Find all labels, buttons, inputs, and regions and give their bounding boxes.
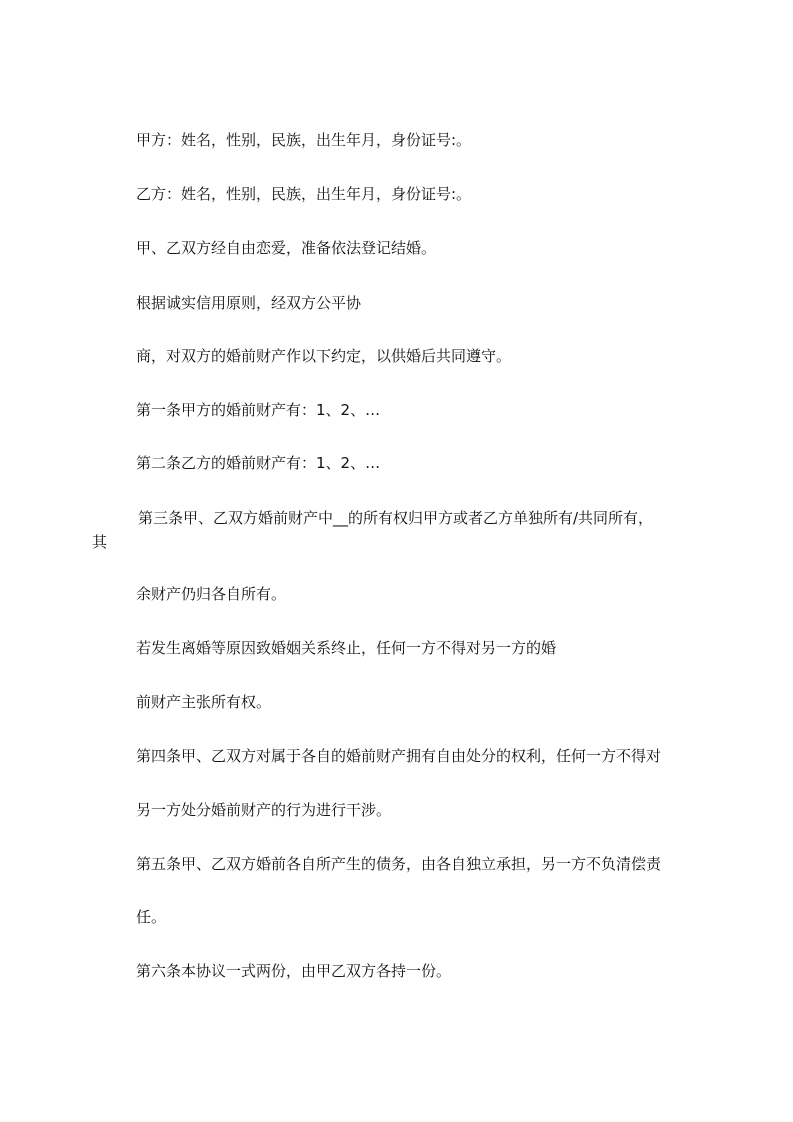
article-5-line: 第五条甲、乙双方婚前各自所产生的债务，由各自独立承担，另一方不负清偿责 bbox=[136, 855, 662, 873]
article-4-continued-line: 另一方处分婚前财产的行为进行干涉。 bbox=[136, 801, 392, 819]
article-6-line: 第六条本协议一式两份，由甲乙双方各持一份。 bbox=[136, 962, 452, 980]
article-5-continued-line: 任。 bbox=[136, 908, 167, 926]
agreement-line: 商，对双方的婚前财产作以下约定，以供婚后共同遵守。 bbox=[136, 347, 512, 365]
article-3-line: 第三条甲、乙双方婚前财产中__的所有权归甲方或者乙方单独所有/共同所有， bbox=[138, 509, 654, 527]
party-b-line: 乙方：姓名，性别，民族，出生年月，身份证号:。 bbox=[136, 185, 472, 203]
party-a-line: 甲方：姓名，性别，民族，出生年月，身份证号:。 bbox=[136, 131, 472, 149]
intro-line: 甲、乙双方经自由恋爱，准备依法登记结婚。 bbox=[136, 239, 437, 257]
article-2-line: 第二条乙方的婚前财产有：1、2、… bbox=[136, 454, 381, 472]
principle-line: 根据诚实信用原则，经双方公平协 bbox=[136, 294, 362, 312]
article-3-continued-line: 余财产仍归各自所有。 bbox=[136, 585, 287, 603]
article-4-line: 第四条甲、乙双方对属于各自的婚前财产拥有自由处分的权利，任何一方不得对 bbox=[136, 747, 662, 765]
divorce-clause-line: 若发生离婚等原因致婚姻关系终止，任何一方不得对另一方的婚 bbox=[136, 639, 557, 657]
article-1-line: 第一条甲方的婚前财产有：1、2、… bbox=[136, 401, 381, 419]
article-3-wrap-line: 其 bbox=[92, 533, 108, 551]
divorce-clause-continued-line: 前财产主张所有权。 bbox=[136, 693, 272, 711]
